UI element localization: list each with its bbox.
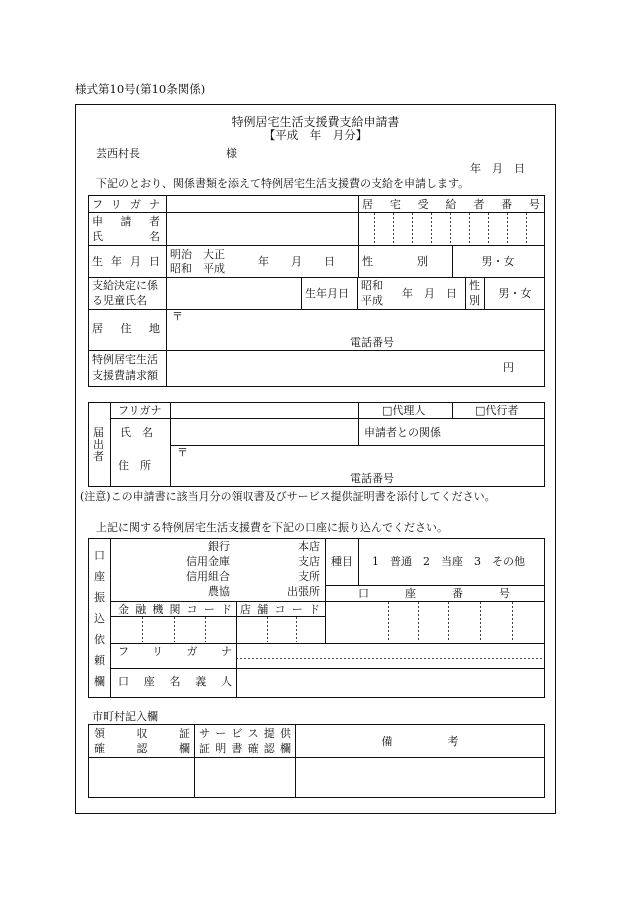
proxy-checkbox[interactable]: □代行者 xyxy=(475,404,519,417)
account-kind-options[interactable]: 1 普通 2 当座 3 その他 xyxy=(372,555,525,568)
notifier-phone-label: 電話番号 xyxy=(350,472,394,485)
notifier-furigana-label: フリガナ xyxy=(118,404,162,417)
branch-type-0: 本店 xyxy=(298,540,320,553)
intro-text: 下記のとおり、関係書類を添えて特例居宅生活支援費の支給を申請します。 xyxy=(96,177,470,190)
residence-postal-mark: 〒 xyxy=(172,310,183,323)
child-sex-label-1: 性 xyxy=(469,279,480,292)
child-era-2: 平成 xyxy=(361,294,383,307)
account-kind-label: 種目 xyxy=(331,555,353,568)
addressee-name: 芸西村長 xyxy=(96,147,140,160)
recipient-number-label: 居宅受給者番号 xyxy=(362,198,540,211)
notifier-name-label: 氏 名 xyxy=(120,426,153,439)
residence-label: 居住地 xyxy=(92,322,160,335)
bank-type-1: 信用金庫 xyxy=(186,555,230,568)
yen-unit: 円 xyxy=(503,361,514,374)
form-number: 様式第10号(第10条関係) xyxy=(75,82,206,96)
sex-label: 性 別 xyxy=(362,255,428,268)
relation-label: 申請者との関係 xyxy=(364,426,441,439)
form-title: 特例居宅生活支援費支給申請書 xyxy=(231,115,400,129)
transfer-intro: 上記に関する特例居宅生活支援費を下記の口座に振り込んでください。 xyxy=(96,521,448,534)
bank-furigana-label: フリガナ xyxy=(118,645,232,658)
child-birth-label: 生年月日 xyxy=(305,287,349,300)
era-row-1: 明治 大正 xyxy=(170,248,225,261)
account-holder-label: 口座名義人 xyxy=(118,675,232,688)
office-section-label: 市町村記入欄 xyxy=(92,710,158,723)
branch-type-3: 出張所 xyxy=(287,585,320,598)
residence-phone-label: 電話番号 xyxy=(350,336,394,349)
bank-type-0: 銀行 xyxy=(208,540,230,553)
bank-type-3: 農協 xyxy=(208,585,230,598)
receipt-check-label-2: 確 認 欄 xyxy=(94,742,190,755)
child-sex-options[interactable]: 男・女 xyxy=(498,287,532,300)
notifier-address-label: 住 所 xyxy=(118,459,151,472)
child-era-1: 昭和 xyxy=(361,279,383,292)
service-check-label-1: サービス提供 xyxy=(199,727,291,740)
amount-label-2: 支援費請求額 xyxy=(92,369,158,382)
account-number-label: 口 座 番 号 xyxy=(358,587,510,600)
notifier-postal-mark: 〒 xyxy=(177,446,188,459)
notifier-side-label: 届出者 xyxy=(93,426,104,463)
institution-code-label: 金融機関コード xyxy=(118,603,232,616)
child-birth-ymd: 年 月 日 xyxy=(402,287,457,300)
furigana-label: フリガナ xyxy=(92,198,160,211)
child-sex-label-2: 別 xyxy=(469,294,480,307)
agent-checkbox[interactable]: □代理人 xyxy=(382,404,426,417)
child-label-2: る児童氏名 xyxy=(92,294,147,307)
remarks-label: 備 考 xyxy=(381,735,459,748)
name-label: 氏名 xyxy=(92,230,160,243)
sex-options[interactable]: 男・女 xyxy=(481,255,515,268)
amount-label-1: 特例居宅生活 xyxy=(92,353,158,366)
addressee-honorific: 様 xyxy=(226,147,237,160)
attachment-note: (注意)この申請書に該当月分の領収書及びサービス提供証明書を添付してください。 xyxy=(80,490,496,503)
service-check-label-2: 証明書確認欄 xyxy=(199,742,291,755)
branch-type-1: 支店 xyxy=(298,555,320,568)
application-date: 年 月 日 xyxy=(470,162,525,175)
birth-ymd: 年 月 日 xyxy=(258,255,335,268)
bank-type-2: 信用組合 xyxy=(186,570,230,583)
era-row-2: 昭和 平成 xyxy=(170,262,225,275)
birthdate-label: 生年月日 xyxy=(92,255,160,268)
receipt-check-label-1: 領 収 証 xyxy=(94,727,190,740)
form-subtitle: 【平成 年 月分】 xyxy=(263,128,368,142)
applicant-label: 申請者 xyxy=(92,215,160,228)
branch-code-label: 店舗コード xyxy=(240,603,320,616)
bank-side-label: 口座振込依頼欄 xyxy=(94,549,105,688)
branch-type-2: 支所 xyxy=(298,570,320,583)
child-label-1: 支給決定に係 xyxy=(92,279,158,292)
